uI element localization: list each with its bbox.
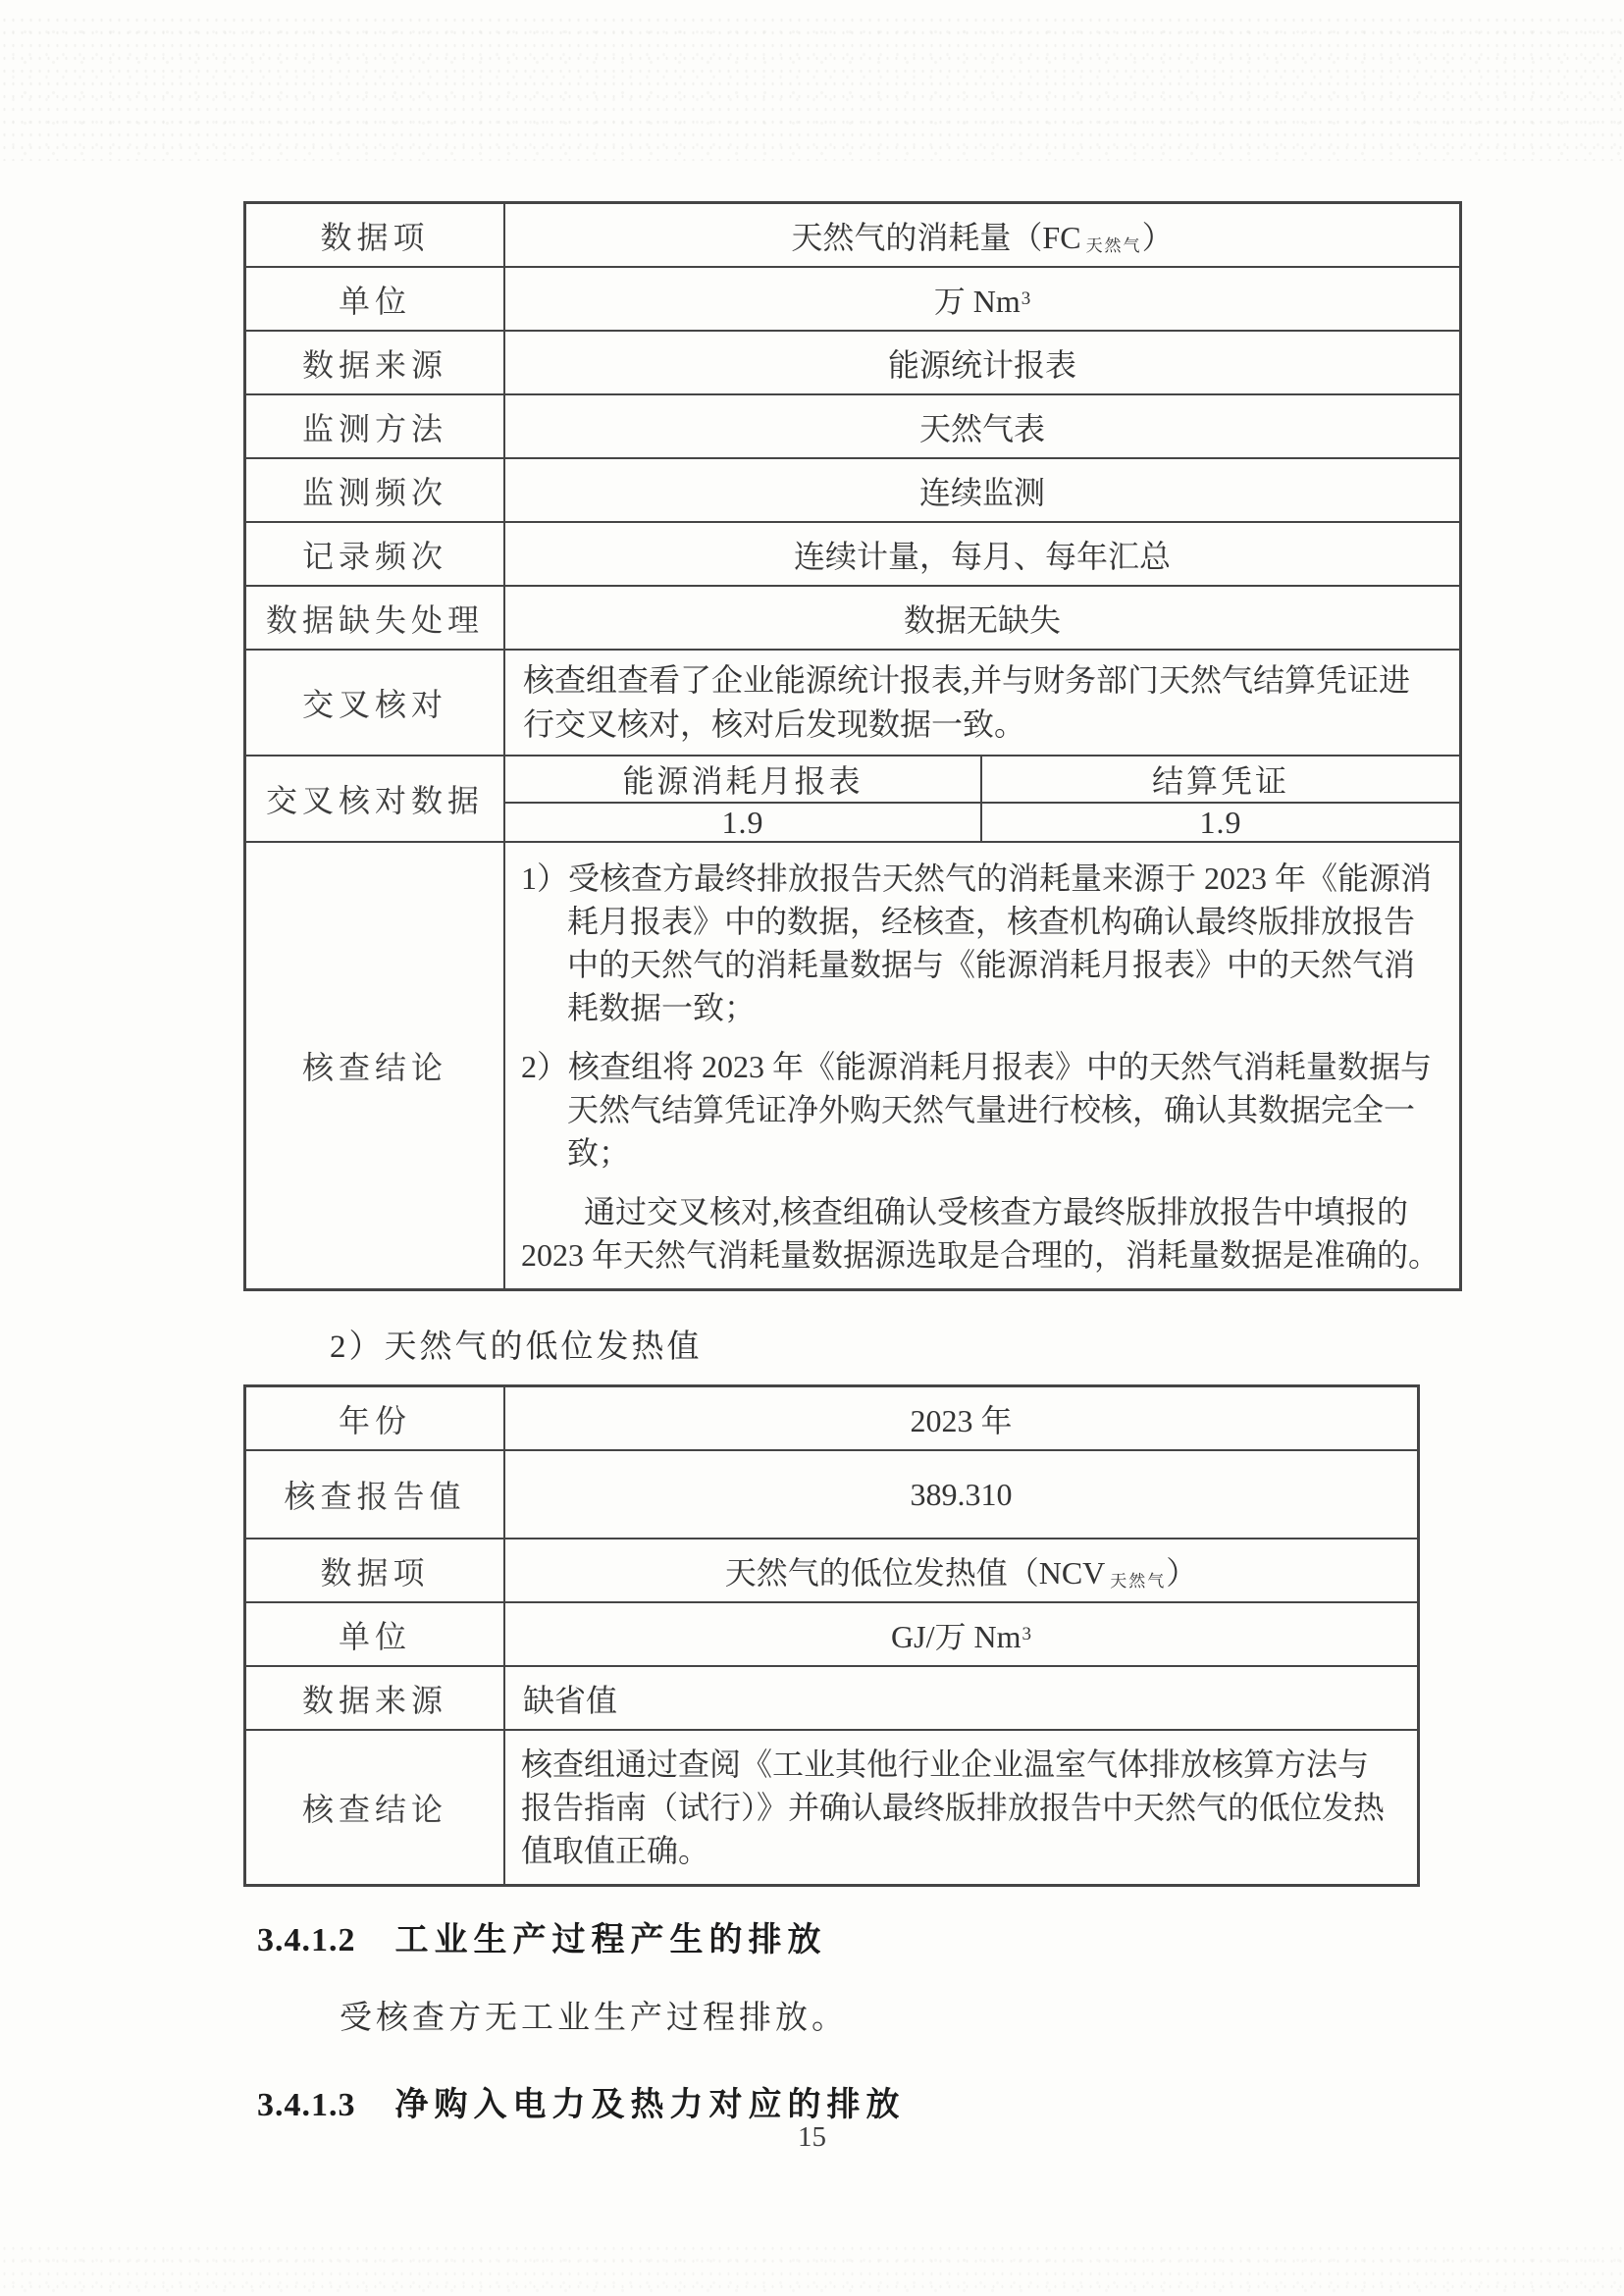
row-value bbox=[505, 1539, 1417, 1601]
cross-check-data-cell bbox=[505, 757, 1459, 841]
table-row bbox=[246, 393, 1459, 457]
row-value: 连续计量，每月、每年汇总 bbox=[793, 538, 1171, 574]
section-heading-3412 bbox=[257, 1912, 1624, 1960]
row-value: 连续监测 bbox=[918, 474, 1045, 510]
subscript-text: 天然气 bbox=[1110, 1572, 1167, 1591]
row-label: 数据来源 bbox=[246, 1667, 505, 1729]
conclusion-summary: 通过交叉核对,核查组确认受核查方最终版排放报告中填报的 2023 年天然气消耗量数据源选取是合理的，消耗量数据是准确的。 bbox=[521, 1194, 1441, 1273]
table-row bbox=[246, 1387, 1417, 1449]
conclusion-item-1: 1）受核查方最终排放报告天然气的消耗量来源于 2023 年《能源消耗月报表》中的数据，经核查，核查机构确认最终版排放报告中的天然气的消耗量数据与《能源消耗月报表》中的天然气消耗数据一致； bbox=[521, 861, 1433, 1025]
table-row bbox=[246, 1665, 1417, 1729]
table-row bbox=[246, 266, 1459, 330]
value-text: ） bbox=[1141, 219, 1174, 255]
table-row bbox=[246, 649, 1459, 755]
row-label: 单位 bbox=[246, 1603, 505, 1665]
subsection-heading-ncv: 2）天然气的低位发热值 bbox=[330, 1330, 703, 1365]
row-value bbox=[505, 268, 1459, 330]
value-text: 天然气的消耗量（FC bbox=[791, 219, 1081, 255]
table-row bbox=[246, 1449, 1417, 1538]
section-title: 净购入电力及热力对应的排放 bbox=[394, 2087, 906, 2123]
row-label: 核查结论 bbox=[246, 1731, 505, 1884]
table-row bbox=[246, 204, 1459, 266]
cross-check-col1-value: 1.9 bbox=[505, 802, 982, 841]
row-value bbox=[505, 1603, 1417, 1665]
cross-check-col2-header: 结算凭证 bbox=[1151, 763, 1289, 799]
row-label: 核查报告值 bbox=[246, 1451, 505, 1538]
section-title: 工业生产过程产生的排放 bbox=[394, 1922, 827, 1958]
superscript-text: 3 bbox=[1022, 1623, 1031, 1644]
cross-check-col1-header: 能源消耗月报表 bbox=[505, 757, 982, 802]
table-row bbox=[246, 457, 1459, 521]
table-row bbox=[246, 585, 1459, 649]
row-value: 天然气表 bbox=[918, 410, 1045, 446]
row-label: 年份 bbox=[246, 1387, 505, 1449]
scan-noise-top bbox=[0, 14, 1624, 161]
table-row bbox=[246, 521, 1459, 585]
conclusion-cell bbox=[505, 843, 1459, 1288]
scan-noise-bottom bbox=[0, 2242, 1624, 2296]
row-label: 数据项 bbox=[246, 204, 505, 266]
row-value: 缺省值 bbox=[523, 1682, 618, 1718]
value-text: ） bbox=[1166, 1554, 1198, 1591]
row-label: 交叉核对数据 bbox=[246, 757, 505, 841]
table-row bbox=[246, 1601, 1417, 1665]
row-value: 数据无缺失 bbox=[903, 601, 1061, 638]
value-text: 万 Nm bbox=[933, 283, 1021, 319]
value-text: GJ/万 Nm bbox=[891, 1618, 1022, 1654]
conclusion-cell: 核查组通过查阅《工业其他行业企业温室气体排放核算方法与报告指南（试行）》并确认最终版排放报告中天然气的低位发热值取值正确。 bbox=[521, 1747, 1386, 1868]
row-label: 交叉核对 bbox=[246, 651, 505, 755]
superscript-text: 3 bbox=[1021, 287, 1031, 309]
section-number: 3.4.1.2 bbox=[257, 1922, 356, 1958]
row-label: 监测频次 bbox=[246, 459, 505, 521]
natural-gas-ncv-table bbox=[243, 1384, 1420, 1887]
table-row-conclusion bbox=[246, 841, 1459, 1288]
page-number: 15 bbox=[798, 2121, 826, 2153]
table-row bbox=[246, 330, 1459, 393]
value-text: 天然气的低位发热值（NCV bbox=[724, 1554, 1106, 1591]
row-value: 核查组查看了企业能源统计报表,并与财务部门天然气结算凭证进行交叉核对，核对后发现数据一致。 bbox=[523, 662, 1411, 742]
table-row-conclusion bbox=[246, 1729, 1417, 1884]
row-label: 监测方法 bbox=[246, 395, 505, 457]
cross-check-data-grid bbox=[505, 757, 1459, 841]
section-3412-body: 受核查方无工业生产过程排放。 bbox=[340, 2001, 848, 2036]
row-label: 数据来源 bbox=[246, 332, 505, 393]
row-value: 能源统计报表 bbox=[887, 346, 1076, 383]
subscript-text: 天然气 bbox=[1085, 236, 1142, 255]
row-label: 核查结论 bbox=[246, 843, 505, 1288]
row-label: 数据缺失处理 bbox=[246, 587, 505, 649]
row-label: 记录频次 bbox=[246, 523, 505, 585]
row-value bbox=[505, 204, 1459, 266]
section-heading-3413 bbox=[257, 2077, 1624, 2125]
cross-check-col2-value: 1.9 bbox=[982, 802, 1459, 841]
table-row-cross-check-data bbox=[246, 755, 1459, 841]
row-value: 2023 年 bbox=[910, 1402, 1013, 1438]
section-number: 3.4.1.3 bbox=[257, 2087, 356, 2123]
row-label: 数据项 bbox=[246, 1539, 505, 1601]
conclusion-item-2: 2）核查组将 2023 年《能源消耗月报表》中的天然气消耗量数据与天然气结算凭证净外购天然气量进行校核，确认其数据完全一致； bbox=[521, 1049, 1433, 1171]
table-row bbox=[246, 1538, 1417, 1601]
row-value: 389.310 bbox=[910, 1476, 1013, 1512]
natural-gas-consumption-table bbox=[243, 201, 1462, 1291]
row-label: 单位 bbox=[246, 268, 505, 330]
